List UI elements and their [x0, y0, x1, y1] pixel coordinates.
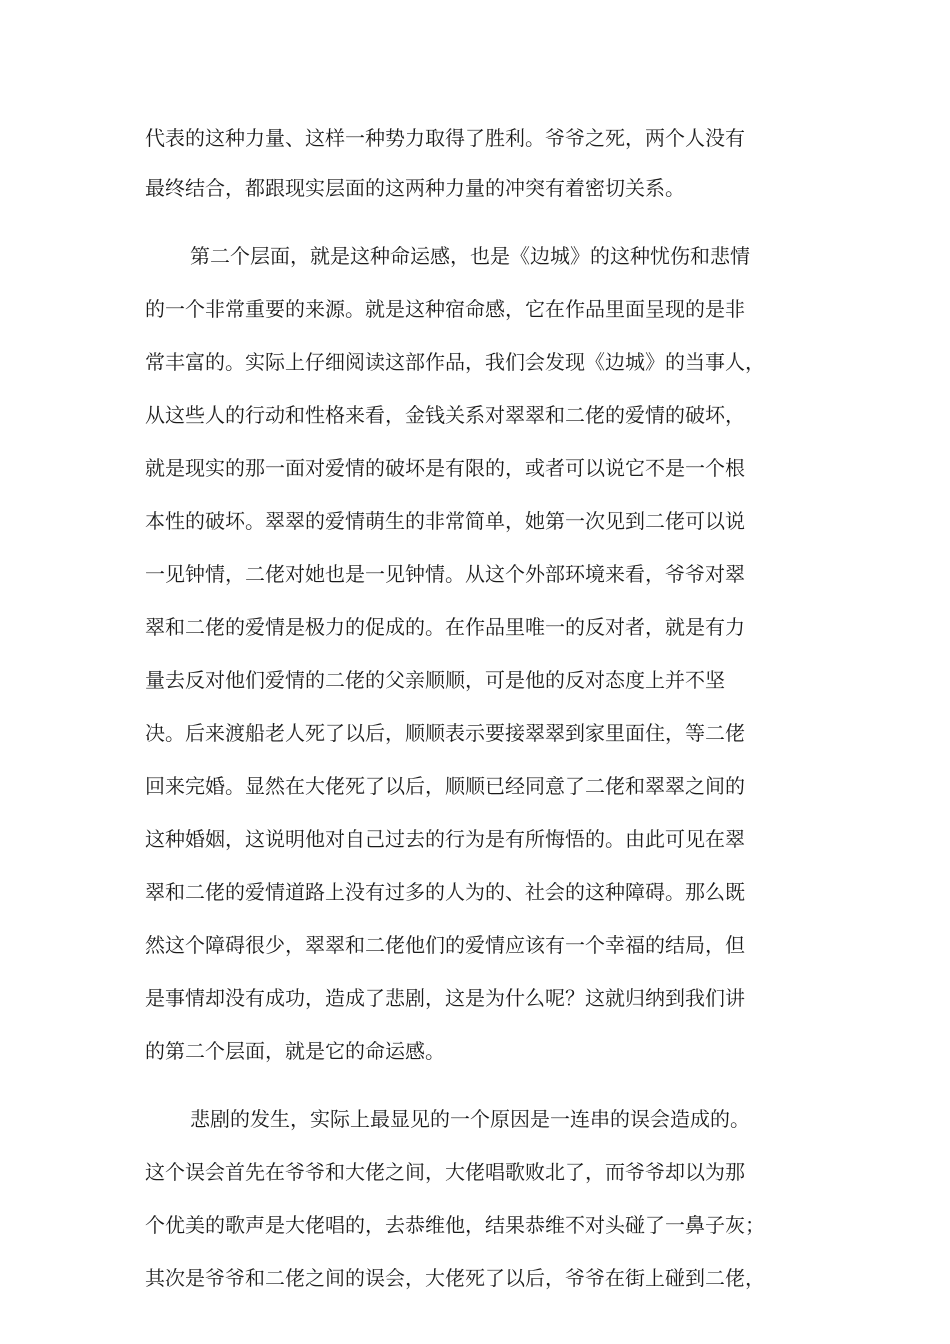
text-line: 翠和二佬的爱情道路上没有过多的人为的、社会的这种障碍。那么既: [145, 880, 745, 904]
text-line: 常丰富的。实际上仔细阅读这部作品，我们会发现《边城》的当事人，: [145, 350, 765, 374]
text-line: 然这个障碍很少，翠翠和二佬他们的爱情应该有一个幸福的结局，但: [145, 933, 745, 957]
text-line: 本性的破坏。翠翠的爱情萌生的非常简单，她第一次见到二佬可以说: [145, 509, 745, 533]
text-line: 个优美的歌声是大佬唱的，去恭维他，结果恭维不对头碰了一鼻子灰；: [145, 1213, 765, 1237]
text-line: 第二个层面，就是这种命运感，也是《边城》的这种忧伤和悲情: [190, 244, 750, 268]
text-line: 代表的这种力量、这样一种势力取得了胜利。爷爷之死，两个人没有: [145, 126, 745, 150]
text-line: 翠和二佬的爱情是极力的促成的。在作品里唯一的反对者，就是有力: [145, 615, 745, 639]
text-line: 决。后来渡船老人死了以后，顺顺表示要接翠翠到家里面住，等二佬: [145, 721, 745, 745]
text-line: 最终结合，都跟现实层面的这两种力量的冲突有着密切关系。: [145, 176, 685, 200]
text-line: 一见钟情，二佬对她也是一见钟情。从这个外部环境来看，爷爷对翠: [145, 562, 745, 586]
text-line: 是事情却没有成功，造成了悲剧，这是为什么呢？这就归纳到我们讲: [145, 986, 745, 1010]
text-line: 的一个非常重要的来源。就是这种宿命感，它在作品里面呈现的是非: [145, 297, 745, 321]
text-line: 从这些人的行动和性格来看，金钱关系对翠翠和二佬的爱情的破坏，: [145, 403, 745, 427]
text-line: 悲剧的发生，实际上最显见的一个原因是一连串的误会造成的。: [190, 1107, 750, 1131]
text-line: 这种婚姻，这说明他对自己过去的行为是有所悔悟的。由此可见在翠: [145, 827, 745, 851]
text-line: 的第二个层面，就是它的命运感。: [145, 1039, 445, 1063]
text-line: 回来完婚。显然在大佬死了以后，顺顺已经同意了二佬和翠翠之间的: [145, 774, 745, 798]
text-line: 这个误会首先在爷爷和大佬之间，大佬唱歌败北了，而爷爷却以为那: [145, 1160, 745, 1184]
text-line: 就是现实的那一面对爱情的破坏是有限的，或者可以说它不是一个根: [145, 456, 745, 480]
text-line: 量去反对他们爱情的二佬的父亲顺顺，可是他的反对态度上并不坚: [145, 668, 725, 692]
text-line: 其次是爷爷和二佬之间的误会，大佬死了以后，爷爷在街上碰到二佬，: [145, 1266, 765, 1290]
